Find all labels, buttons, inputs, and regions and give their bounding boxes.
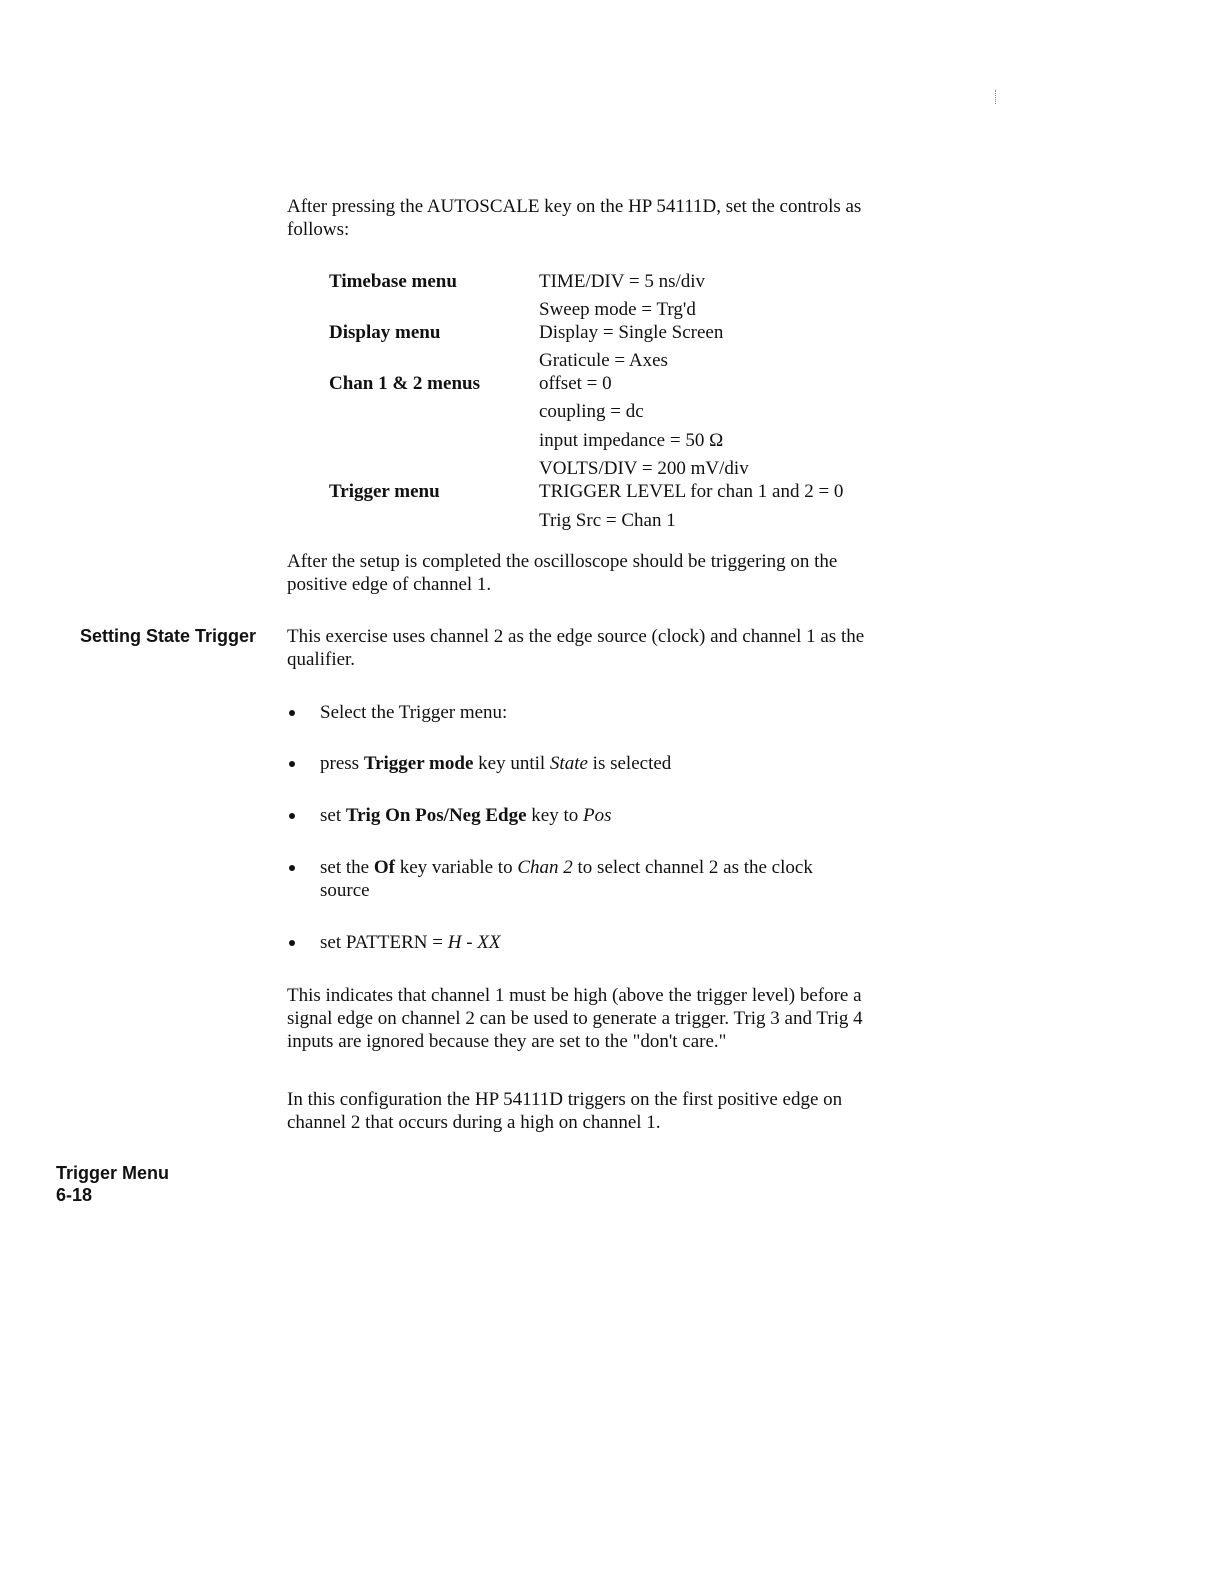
- page-number: 6-18: [56, 1185, 93, 1205]
- step-item: [320, 752, 860, 775]
- step-value: State: [549, 753, 588, 774]
- settings-label-trigger: Trigger menu: [329, 481, 440, 502]
- bullet-icon: [289, 761, 295, 767]
- step-key: Trigger mode: [363, 753, 474, 774]
- step-text: set: [320, 805, 346, 826]
- scan-mark: [995, 90, 997, 104]
- explanation-paragraph: This indicates that channel 1 must be high (above the trigger level) before a signal edge on channel 2 can be used to generate a trigger. Trig 3 and Trig 4 inputs are ignored because they are set to the "don't care.": [287, 985, 863, 1052]
- bullet-icon: [289, 865, 295, 871]
- settings-value: coupling = dc: [539, 401, 644, 422]
- section-heading: Setting State Trigger: [80, 626, 257, 646]
- step-key: Of: [373, 857, 395, 878]
- intro-paragraph: After pressing the AUTOSCALE key on the HP 54111D, set the controls as follows:: [287, 196, 862, 240]
- bullet-icon: [289, 710, 295, 716]
- configuration-paragraph: In this configuration the HP 54111D triggers on the first positive edge on channel 2 that occurs during a high on channel 1.: [287, 1089, 843, 1133]
- after-setup-paragraph: After the setup is completed the oscilloscope should be triggering on the positive edge of channel 1.: [287, 551, 838, 595]
- settings-label-display: Display menu: [329, 322, 441, 343]
- step-text: set PATTERN =: [320, 932, 448, 953]
- settings-value: TIME/DIV = 5 ns/div: [539, 271, 706, 292]
- section-intro-paragraph: This exercise uses channel 2 as the edge source (clock) and channel 1 as the qualifier.: [287, 626, 865, 670]
- step-text: set the: [320, 857, 374, 878]
- settings-value: offset = 0: [539, 373, 612, 394]
- footer-title: Trigger Menu: [56, 1163, 170, 1183]
- settings-label-channels: Chan 1 & 2 menus: [329, 373, 480, 394]
- settings-value: TRIGGER LEVEL for chan 1 and 2 = 0: [539, 481, 844, 502]
- settings-label-timebase: Timebase menu: [329, 271, 457, 292]
- settings-value: VOLTS/DIV = 200 mV/div: [539, 458, 749, 479]
- step-item: [320, 856, 860, 902]
- settings-value: Display = Single Screen: [539, 322, 724, 343]
- step-text: key until: [473, 753, 550, 774]
- step-text: Select the Trigger menu:: [320, 702, 508, 723]
- settings-value: Graticule = Axes: [539, 350, 668, 371]
- step-text: press: [320, 753, 364, 774]
- bullet-icon: [289, 940, 295, 946]
- step-key: Trig On Pos/Neg Edge: [345, 805, 527, 826]
- step-item: [320, 931, 860, 954]
- step-text: key to: [526, 805, 584, 826]
- bullet-icon: [289, 813, 295, 819]
- step-value: Chan 2: [517, 857, 573, 878]
- step-text: is selected: [587, 753, 672, 774]
- settings-value: Trig Src = Chan 1: [539, 510, 676, 531]
- step-item: [320, 701, 860, 724]
- step-item: [320, 804, 860, 827]
- settings-value: Sweep mode = Trg'd: [539, 299, 696, 320]
- settings-value: input impedance = 50 Ω: [539, 430, 724, 451]
- page-footer: [56, 1162, 169, 1206]
- step-text: to select channel 2 as the clock source: [320, 857, 813, 901]
- step-text: key variable to: [394, 857, 518, 878]
- step-value: H - XX: [447, 932, 501, 953]
- step-value: Pos: [583, 805, 612, 826]
